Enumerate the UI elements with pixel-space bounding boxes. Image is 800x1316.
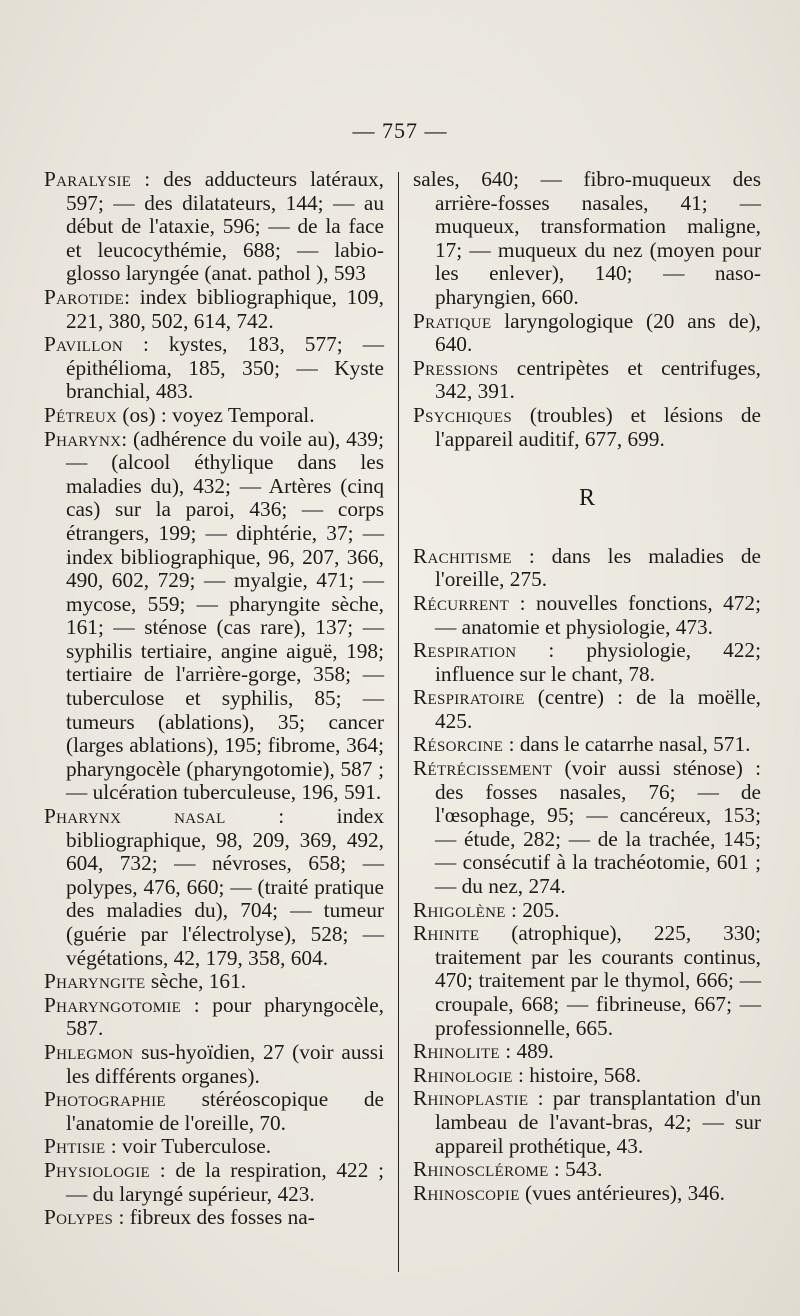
index-entry [44, 1041, 384, 1088]
entry-term: Rachitisme [413, 543, 512, 568]
index-entry [413, 1158, 761, 1182]
index-entry [413, 733, 761, 757]
entry-text: : index bibliographique, 98, 209, 369, 492, 604, 732; — névroses, 658; — polypes, 476, 660; — (traité pratique des maladies du), 704; — tumeur (guérie par l'électrolyse), 528; — végétations, 42, 179, 358, 604. [66, 804, 384, 970]
index-entry [413, 1064, 761, 1088]
entry-term: Rhinolite [413, 1039, 500, 1064]
index-entry [413, 1087, 761, 1158]
entry-text: (troubles) et lésions de l'appareil auditif, 677, 699. [435, 402, 761, 451]
index-entry [44, 168, 384, 286]
entry-term: Phlegmon [44, 1039, 134, 1064]
entry-term: Pharynx nasal [44, 804, 226, 829]
entry-term: Rhinologie [413, 1062, 513, 1087]
index-entry [413, 357, 761, 404]
entry-text: : nouvelles fonctions, 472; — anatomie et physiologie, 473. [435, 590, 761, 639]
entry-text: sales, 640; — fibro-muqueux des arrière-fosses nasales, 41; — muqueux, transformation maligne, 17; — muqueux du nez (moyen pour les enlever), 140; — naso-pharyngien, 660. [413, 167, 761, 309]
index-entry [413, 1040, 761, 1064]
entry-term: Rétrécissement [413, 756, 553, 781]
entry-text: : dans les maladies de l'oreille, 275. [435, 543, 761, 592]
index-entry-continued [413, 168, 761, 310]
index-entry [44, 1135, 384, 1159]
index-entry [413, 639, 761, 686]
index-entry [44, 286, 384, 333]
index-entry [44, 1159, 384, 1206]
entry-term: Rhinite [413, 921, 480, 946]
section-letter: R [578, 485, 595, 512]
entry-term: Rhinoplastie [413, 1086, 529, 1111]
entry-text: (atrophique), 225, 330; traitement par les courants continus, 470; traitement par le thymol, 666; — croupale, 668; — fibrineuse, 667; — professionnelle, 665. [435, 921, 761, 1040]
entry-term: Physiologie [44, 1157, 150, 1182]
index-entry [44, 970, 384, 994]
page-number: — 757 — [352, 118, 448, 143]
left-column [44, 168, 384, 1230]
entry-text: : de la respiration, 422 ; — du laryngé supérieur, 423. [66, 1157, 384, 1206]
entry-term: Récurrent [413, 590, 510, 615]
entry-term: Pétreux [44, 402, 118, 427]
entry-term: Rhinosclérome [413, 1157, 549, 1182]
entry-text: : index bibliographique, 109, 221, 380, 502, 614, 742. [66, 284, 384, 333]
entry-text: : histoire, 568. [512, 1062, 642, 1087]
right-column [413, 168, 761, 1205]
entry-text: : voir Tuberculose. [105, 1134, 272, 1159]
entry-term: Pavillon [44, 332, 123, 357]
index-entry [413, 757, 761, 899]
entry-term: Respiratoire [413, 685, 525, 710]
entry-text: : par transplantation d'un lambeau de l'avant-bras, 42; — sur appareil prothétique, 43. [435, 1086, 761, 1158]
entry-text: (os) : voyez Temporal. [117, 402, 315, 427]
entry-text: : 205. [505, 897, 560, 922]
index-entry [44, 428, 384, 806]
entry-term: Résorcine [413, 732, 504, 757]
index-entry [413, 686, 761, 733]
index-entry [44, 404, 384, 428]
entry-term: Paralysie [44, 167, 132, 191]
index-entry [44, 994, 384, 1041]
entry-text: (voir aussi sténose) : des fosses nasales, 76; — de l'œsophage, 95; — cancéreux, 153; — étude, 282; — de la trachée, 145; — consécutif à la trachéotomie, 601 ; — du nez, 274. [435, 756, 761, 899]
index-entry [44, 805, 384, 970]
index-entry [413, 1182, 761, 1206]
entry-term: Psychiques [413, 402, 513, 427]
index-entry [44, 1088, 384, 1135]
index-entry [413, 545, 761, 592]
index-entry [44, 1206, 384, 1230]
entry-text: : pour pharyngocèle, 587. [66, 992, 384, 1041]
entry-term: Phtisie [44, 1134, 106, 1159]
entry-text: : 489. [499, 1039, 554, 1064]
entry-term: Polypes [44, 1205, 114, 1230]
entry-text: sèche, 161. [145, 969, 247, 994]
entry-term: Pharyngotomie [44, 992, 182, 1017]
entry-term: Parotide [44, 284, 125, 309]
entry-text: : fibreux des fosses na- [113, 1205, 315, 1230]
index-entry [413, 404, 761, 451]
entry-text: : (adhérence du voile au), 439; — (alcool éthylique dans les maladies du), 432; — Artères (cinq cas) sur la paroi, 436; — corps étrangers, 199; — diphtérie, 37; — index bibliographique, 96, 207, 366, 490, 602, 729; — myalgie, 471; — mycose, 559; — pharyngite sèche, 161; — sténose (cas rare), 137; — syphilis tertiaire, angine aiguë, 198; tertiaire de l'arrière-gorge, 358; — tuberculose et syphilis, 85; — tumeurs (ablations), 35; cancer (larges ablations), 195; fibrome, 364; pharyngocèle (pharyngotomie), 587 ; — ulcération tuberculeuse, 196, 591. [66, 426, 384, 805]
entry-term: Pratique [413, 308, 492, 333]
index-entry [413, 592, 761, 639]
entry-term: Pressions [413, 355, 499, 380]
index-entry [44, 333, 384, 404]
index-entry [413, 922, 761, 1040]
entry-text: (centre) : de la moëlle, 425. [435, 685, 761, 733]
entry-text: : 543. [548, 1157, 603, 1182]
entry-term: Pharynx [44, 426, 122, 451]
entry-term: Pharyngite [44, 969, 146, 994]
entry-text: sus-hyoïdien, 27 (voir aussi les différents organes). [66, 1039, 384, 1088]
entry-text: : kystes, 183, 577; — épithélioma, 185, 350; — Kyste branchial, 483. [66, 332, 384, 404]
entry-term: Photographie [44, 1087, 166, 1112]
entry-term: Rhinoscopie [413, 1180, 520, 1205]
entry-text: laryngologique (20 ans de), 640. [435, 308, 761, 357]
entry-text: : dans le catarrhe nasal, 571. [503, 732, 751, 757]
entry-term: Rhigolène [413, 897, 506, 922]
entry-text: : des adducteurs latéraux, 597; — des dilatateurs, 144; — au début de l'ataxie, 596; — de la face et leucocythémie, 688; — labio-glosso laryngée (anat. pathol ), 593 [66, 167, 384, 286]
column-divider [398, 172, 399, 1272]
entry-text: centripètes et centrifuges, 342, 391. [435, 355, 761, 404]
entry-term: Respiration [413, 638, 517, 663]
entry-text: (vues antérieures), 346. [519, 1180, 725, 1205]
entry-text: : physiologie, 422; influence sur le chant, 78. [435, 638, 761, 686]
index-entry [413, 310, 761, 357]
entry-text: stéréoscopique de l'anatomie de l'oreille, 70. [66, 1087, 384, 1135]
index-entry [413, 899, 761, 923]
